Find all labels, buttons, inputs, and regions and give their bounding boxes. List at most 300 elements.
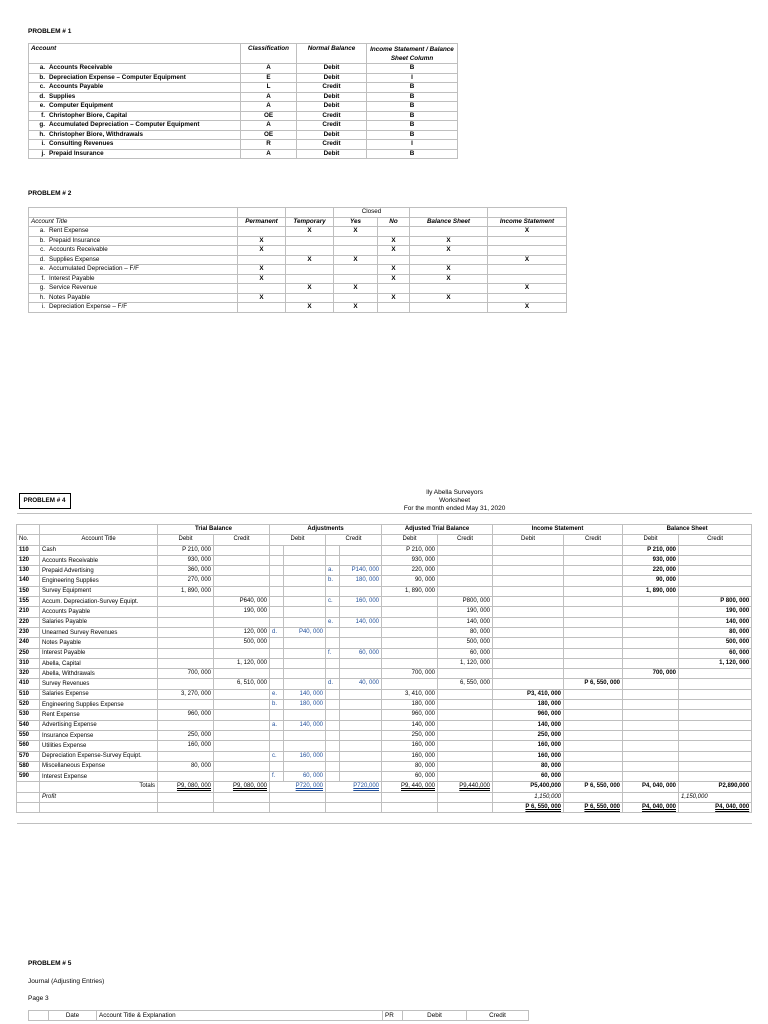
table-row [29, 149, 458, 159]
p1-header-classification: Classification [241, 44, 297, 64]
mark-cell [378, 284, 410, 294]
bs-debit [623, 679, 679, 689]
tb-debit [158, 751, 214, 761]
table-row [29, 274, 567, 284]
mark-cell [378, 227, 410, 237]
row-letter: e. [39, 265, 45, 272]
atb-credit: 6, 550, 000 [438, 679, 493, 689]
mark-cell: X [238, 274, 286, 284]
p4-profit-is: 1,150,000 [493, 792, 564, 802]
atb-debit [382, 658, 438, 668]
adj-credit: 160, 000 [340, 597, 382, 607]
tb-credit [214, 545, 270, 555]
adj-credit: 180, 000 [340, 576, 382, 586]
p5-header-date: Date [49, 1011, 97, 1021]
is-credit [564, 617, 623, 627]
mark-cell: X [378, 293, 410, 303]
atb-debit [382, 607, 438, 617]
mark-cell [286, 246, 334, 256]
p4-sub-tb-credit: Credit [214, 535, 270, 545]
atb-debit: 220, 000 [382, 566, 438, 576]
bs-debit [623, 772, 679, 782]
mark-cell [410, 227, 488, 237]
tb-credit [214, 576, 270, 586]
adj-debit-ref [270, 730, 284, 740]
adj-credit-ref [326, 638, 340, 648]
mark-cell: X [410, 246, 488, 256]
adj-credit [340, 730, 382, 740]
mark-cell [334, 236, 378, 246]
mark-cell [410, 303, 488, 313]
adj-debit-ref [270, 669, 284, 679]
table-row [17, 741, 752, 751]
atb-debit: 160, 000 [382, 751, 438, 761]
is-credit [564, 576, 623, 586]
account-no: 140 [17, 576, 40, 586]
mark-cell: X [410, 265, 488, 275]
tb-debit: P 210, 000 [158, 545, 214, 555]
bs-credit [679, 741, 752, 751]
tb-credit: 500, 000 [214, 638, 270, 648]
tb-debit [158, 627, 214, 637]
p5-header-credit: Credit [467, 1011, 529, 1021]
account-title: Unearned Survey Revenues [40, 627, 158, 637]
p4-sub-bs-credit: Credit [679, 535, 752, 545]
mark-cell [334, 246, 378, 256]
tb-debit: 160, 000 [158, 741, 214, 751]
adj-credit: 60, 000 [340, 648, 382, 658]
mark-cell [286, 265, 334, 275]
adj-credit-ref [326, 700, 340, 710]
bs-debit: 220, 000 [623, 566, 679, 576]
is-debit [493, 648, 564, 658]
row-letter: d. [39, 92, 45, 100]
atb-debit: 60, 000 [382, 772, 438, 782]
adj-debit [284, 566, 326, 576]
normal-balance-cell: Debit [297, 92, 367, 102]
adj-debit-ref [270, 741, 284, 751]
atb-credit [438, 720, 493, 730]
account-no: 155 [17, 597, 40, 607]
normal-balance-cell: Credit [297, 83, 367, 93]
atb-debit: 90, 000 [382, 576, 438, 586]
atb-credit [438, 566, 493, 576]
account-name: Notes Payable [49, 293, 90, 301]
account-cell [29, 102, 241, 112]
atb-debit: 180, 000 [382, 700, 438, 710]
account-name: Accounts Receivable [49, 64, 113, 71]
account-title: Interest Expense [40, 772, 158, 782]
tb-credit [214, 566, 270, 576]
adj-credit: P140, 000 [340, 566, 382, 576]
bs-credit: 140, 000 [679, 617, 752, 627]
account-title: Salaries Payable [40, 617, 158, 627]
atb-debit: 1, 890, 000 [382, 586, 438, 596]
atb-credit [438, 576, 493, 586]
p1-header-account: Account [29, 44, 241, 64]
account-no: 210 [17, 607, 40, 617]
atb-credit [438, 689, 493, 699]
table-row [17, 566, 752, 576]
adj-credit-ref [326, 772, 340, 782]
account-cell [29, 293, 238, 303]
account-title: Cash [40, 545, 158, 555]
is-credit [564, 658, 623, 668]
p4-group-adjustments: Adjustments [270, 525, 382, 535]
is-credit [564, 545, 623, 555]
table-row [17, 545, 752, 555]
tb-debit: 80, 000 [158, 761, 214, 771]
adj-credit-ref: c. [326, 597, 340, 607]
normal-balance-cell: Debit [297, 102, 367, 112]
problem-2-table [28, 207, 567, 313]
mark-cell: X [238, 293, 286, 303]
account-no: 510 [17, 689, 40, 699]
tb-credit [214, 730, 270, 740]
account-no: 530 [17, 710, 40, 720]
account-title: Depreciation Expense-Survey Equipt. [40, 751, 158, 761]
adj-credit-ref: b. [326, 576, 340, 586]
bs-debit: 700, 000 [623, 669, 679, 679]
account-no: 320 [17, 669, 40, 679]
adj-debit: 60, 000 [284, 772, 326, 782]
bs-debit [623, 761, 679, 771]
p4-group-adjusted-trial-balance: Adjusted Trial Balance [382, 525, 493, 535]
p4-total-atb-debit: P9, 440, 000 [400, 783, 435, 790]
statement-column-cell: B [367, 64, 458, 74]
adj-debit [284, 741, 326, 751]
p1-header-column: Income Statement / Balance Sheet Column [367, 44, 458, 64]
adj-debit-ref: b. [270, 700, 284, 710]
table-row [29, 265, 567, 275]
is-debit [493, 607, 564, 617]
account-name: Rent Expense [49, 227, 89, 234]
bs-credit [679, 700, 752, 710]
account-no: 120 [17, 555, 40, 565]
account-cell [29, 149, 241, 159]
mark-cell [286, 274, 334, 284]
tb-debit [158, 658, 214, 668]
is-debit: 250, 000 [493, 730, 564, 740]
is-debit [493, 576, 564, 586]
adj-credit-ref [326, 607, 340, 617]
bs-debit: 1, 890, 000 [623, 586, 679, 596]
mark-cell: X [378, 274, 410, 284]
table-row [29, 111, 458, 121]
mark-cell [238, 227, 286, 237]
adj-credit [340, 761, 382, 771]
tb-debit: 960, 000 [158, 710, 214, 720]
tb-debit [158, 679, 214, 689]
atb-debit [382, 638, 438, 648]
row-letter: i. [41, 303, 45, 310]
table-row [17, 658, 752, 668]
table-row [29, 130, 458, 140]
p4-total-adj-debit: P720, 000 [295, 783, 323, 790]
account-no: 250 [17, 648, 40, 658]
p4-sub-adj-credit: Credit [326, 535, 382, 545]
adj-credit-ref: d. [326, 679, 340, 689]
p2-header-yes: Yes [334, 217, 378, 227]
atb-debit: P 210, 000 [382, 545, 438, 555]
account-no: 220 [17, 617, 40, 627]
is-credit [564, 627, 623, 637]
atb-debit: 3, 410, 000 [382, 689, 438, 699]
table-row [29, 121, 458, 131]
p5-header-account-title: Account Title & Explanation [97, 1011, 383, 1021]
p5-header-debit: Debit [403, 1011, 467, 1021]
bs-debit [623, 720, 679, 730]
problem-5-title: PROBLEM # 5 [28, 960, 72, 967]
table-row [29, 102, 458, 112]
tb-credit [214, 648, 270, 658]
bs-credit [679, 751, 752, 761]
account-cell [29, 255, 238, 265]
p4-final-bs-debit: P4, 040, 000 [641, 804, 676, 811]
adj-debit [284, 679, 326, 689]
atb-debit [382, 627, 438, 637]
adj-debit: 140, 000 [284, 720, 326, 730]
row-letter: j. [41, 149, 45, 157]
account-title: Insurance Expense [40, 730, 158, 740]
tb-credit [214, 617, 270, 627]
account-cell [29, 111, 241, 121]
account-no: 410 [17, 679, 40, 689]
account-name: Accumulated Depreciation – F/F [49, 265, 139, 272]
p4-sub-bs-debit: Debit [623, 535, 679, 545]
mark-cell [286, 293, 334, 303]
p4-final-bs-credit: P4, 040, 000 [715, 804, 750, 811]
table-row [17, 555, 752, 565]
tb-credit [214, 741, 270, 751]
table-row [29, 255, 567, 265]
bs-debit [623, 751, 679, 761]
adj-credit [340, 627, 382, 637]
bs-debit [623, 597, 679, 607]
adj-credit-ref: a. [326, 566, 340, 576]
account-name: Accounts Receivable [49, 246, 108, 253]
row-letter: g. [39, 284, 45, 291]
table-row [17, 669, 752, 679]
is-debit: 140, 000 [493, 720, 564, 730]
is-credit [564, 669, 623, 679]
bs-credit [679, 720, 752, 730]
bs-credit: 60, 000 [679, 648, 752, 658]
statement-column-cell: I [367, 73, 458, 83]
row-letter: h. [39, 130, 45, 138]
adj-debit-ref [270, 566, 284, 576]
account-title: Accum. Depreciation-Survey Equipt. [40, 597, 158, 607]
adj-credit-ref: e. [326, 617, 340, 627]
is-credit [564, 638, 623, 648]
atb-debit [382, 679, 438, 689]
adj-debit-ref [270, 586, 284, 596]
account-name: Supplies [49, 92, 76, 100]
p4-total-tb-credit: P9, 080, 000 [232, 783, 267, 790]
table-row [29, 64, 458, 74]
adj-debit [284, 576, 326, 586]
classification-cell: R [241, 140, 297, 150]
row-letter: a. [39, 227, 45, 234]
table-row [17, 679, 752, 689]
is-debit [493, 586, 564, 596]
account-cell [29, 246, 238, 256]
account-no: 520 [17, 700, 40, 710]
problem-2-title: PROBLEM # 2 [28, 190, 72, 197]
statement-column-cell: B [367, 130, 458, 140]
is-credit [564, 586, 623, 596]
atb-credit: P800, 000 [438, 597, 493, 607]
mark-cell: X [334, 227, 378, 237]
is-debit: 180, 000 [493, 700, 564, 710]
atb-credit: 60, 000 [438, 648, 493, 658]
atb-debit [382, 648, 438, 658]
adj-debit-ref [270, 648, 284, 658]
is-debit [493, 638, 564, 648]
mark-cell [334, 293, 378, 303]
account-title: Accounts Payable [40, 607, 158, 617]
is-credit [564, 607, 623, 617]
is-credit [564, 761, 623, 771]
adj-credit-ref [326, 720, 340, 730]
account-cell [29, 64, 241, 74]
tb-credit: 6, 510, 000 [214, 679, 270, 689]
account-title: Accounts Receivable [40, 555, 158, 565]
adj-debit-ref: e. [270, 689, 284, 699]
p2-header-temporary: Temporary [286, 217, 334, 227]
is-debit: 160, 000 [493, 741, 564, 751]
problem-5-journal [28, 1010, 529, 1021]
account-cell [29, 303, 238, 313]
bs-credit [679, 555, 752, 565]
mark-cell: X [286, 255, 334, 265]
row-letter: f. [41, 111, 45, 119]
adj-debit [284, 597, 326, 607]
row-letter: c. [40, 246, 45, 253]
adj-credit [340, 638, 382, 648]
statement-column-cell: B [367, 149, 458, 159]
statement-column-cell: B [367, 102, 458, 112]
adj-credit [340, 607, 382, 617]
tb-debit [158, 597, 214, 607]
bs-debit: 930, 000 [623, 555, 679, 565]
adj-debit-ref [270, 576, 284, 586]
statement-column-cell: B [367, 83, 458, 93]
is-credit [564, 741, 623, 751]
atb-debit: 700, 000 [382, 669, 438, 679]
account-cell [29, 227, 238, 237]
bs-debit [623, 627, 679, 637]
p2-header-income-statement: Income Statement [488, 217, 567, 227]
mark-cell: X [238, 246, 286, 256]
account-title: Interest Payable [40, 648, 158, 658]
adj-credit [340, 669, 382, 679]
p4-group-income-statement: Income Statement [493, 525, 623, 535]
adj-credit-ref [326, 741, 340, 751]
adj-credit-ref [326, 555, 340, 565]
is-credit [564, 648, 623, 658]
classification-cell: A [241, 64, 297, 74]
table-row [29, 92, 458, 102]
atb-credit [438, 700, 493, 710]
table-row [17, 597, 752, 607]
mark-cell [410, 284, 488, 294]
mark-cell: X [378, 246, 410, 256]
is-debit [493, 627, 564, 637]
classification-cell: A [241, 102, 297, 112]
is-credit [564, 597, 623, 607]
mark-cell: X [488, 284, 567, 294]
bs-debit [623, 617, 679, 627]
table-row [17, 772, 752, 782]
adj-debit [284, 710, 326, 720]
adj-credit-ref [326, 710, 340, 720]
account-name: Prepaid Insurance [49, 236, 101, 244]
account-title: Utilities Expense [40, 741, 158, 751]
account-cell [29, 121, 241, 131]
account-no: 310 [17, 658, 40, 668]
atb-credit [438, 772, 493, 782]
table-row [17, 627, 752, 637]
table-row [17, 700, 752, 710]
adj-debit: P40, 000 [284, 627, 326, 637]
adj-credit-ref [326, 658, 340, 668]
adj-credit [340, 555, 382, 565]
bs-credit [679, 689, 752, 699]
p4-totals-label: Totals [40, 782, 158, 792]
row-letter: i. [41, 140, 45, 147]
atb-credit [438, 751, 493, 761]
is-debit [493, 566, 564, 576]
mark-cell [488, 293, 567, 303]
adj-debit [284, 648, 326, 658]
atb-credit: 190, 000 [438, 607, 493, 617]
adj-debit-ref [270, 545, 284, 555]
table-row [17, 751, 752, 761]
tb-credit [214, 710, 270, 720]
is-debit [493, 597, 564, 607]
tb-credit [214, 700, 270, 710]
atb-debit [382, 617, 438, 627]
atb-debit: 140, 000 [382, 720, 438, 730]
p4-sub-tb-debit: Debit [158, 535, 214, 545]
account-no: 570 [17, 751, 40, 761]
table-row [17, 648, 752, 658]
account-name: Christopher Biore, Withdrawals [49, 130, 144, 138]
classification-cell: A [241, 149, 297, 159]
mark-cell [410, 255, 488, 265]
adj-credit [340, 710, 382, 720]
adj-debit-ref [270, 679, 284, 689]
bs-debit: 90, 000 [623, 576, 679, 586]
account-no: 150 [17, 586, 40, 596]
table-row [17, 607, 752, 617]
p4-profit-bs: 1,150,000 [679, 792, 752, 802]
adj-debit-ref [270, 761, 284, 771]
account-name: Supplies Expense [49, 255, 100, 263]
tb-debit [158, 638, 214, 648]
bs-credit [679, 761, 752, 771]
account-title: Abella, Withdrawals [40, 669, 158, 679]
p4-sub-is-debit: Debit [493, 535, 564, 545]
adj-debit-ref [270, 710, 284, 720]
tb-debit: 700, 000 [158, 669, 214, 679]
bs-credit: 80, 000 [679, 627, 752, 637]
mark-cell: X [488, 227, 567, 237]
adj-debit: 140, 000 [284, 689, 326, 699]
is-credit [564, 730, 623, 740]
adj-credit-ref [326, 545, 340, 555]
